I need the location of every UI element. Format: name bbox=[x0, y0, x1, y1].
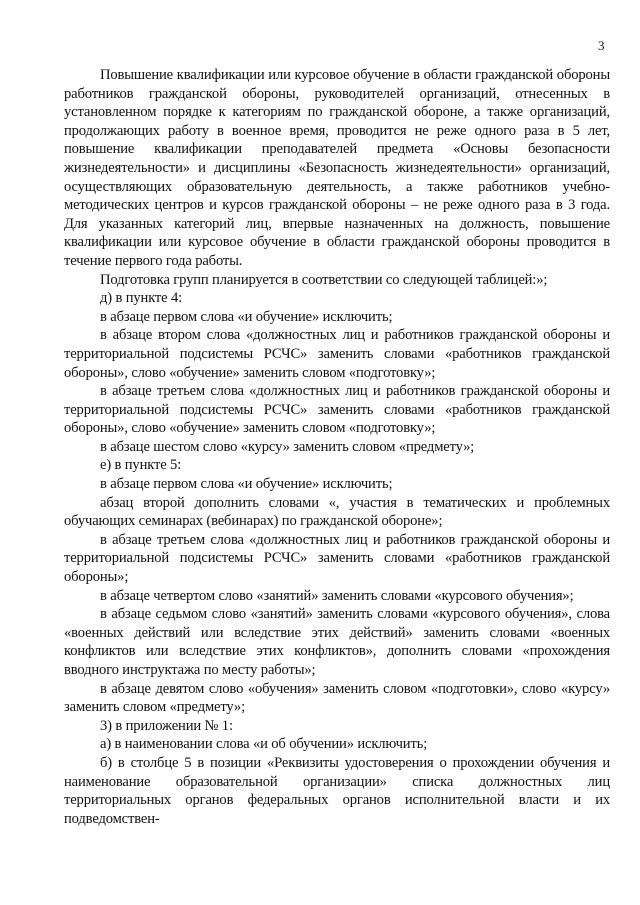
paragraph: в абзаце девятом слово «обучения» заменить словом «подготовки», слово «курсу» заменить словом «предмету»; bbox=[64, 680, 610, 716]
paragraph: в абзаце третьем слова «должностных лиц и работников гражданской обороны и территориальной подсистемы РСЧС» заменить словами «работников гражданской обороны»; bbox=[64, 531, 610, 586]
paragraph: в абзаце втором слова «должностных лиц и работников гражданской обороны и территориальной подсистемы РСЧС» заменить словами «работников гражданской обороны», слово «обучение» заменить словом «подготовку»; bbox=[64, 327, 610, 381]
paragraph: в абзаце первом слова «и обучение» исключить; bbox=[100, 476, 393, 493]
paragraph: в абзаце первом слова «и обучение» исключить; bbox=[100, 308, 393, 325]
page-number: 3 bbox=[598, 38, 605, 53]
paragraph: б) в столбце 5 в позиции «Реквизиты удостоверения о прохождении обучения и наименование образовательной организации» списка должностных лиц территориальных органов федеральных органов исполнительной власти и их подведомствен- bbox=[64, 754, 610, 827]
paragraph: д) в пункте 4: bbox=[100, 290, 183, 307]
paragraph: Повышение квалификации или курсовое обучение в области гражданской обороны работников гражданской обороны, руководителей организаций, отнесенных в установленном порядке к категориям по гражданской обороне, а также организаций, продолжающих работу в военное время, проводится не реже одного раза в 5 лет, повышение квалификации преподавателей предмета «Основы безопасности жизнедеятельности» и дисциплины «Безопасность жизнедеятельности» организаций, осуществляющих образовательную деятельность, а также работников учебно-методических центров и курсов гражданской обороны – не реже одного раза в 3 года. Для указанных категорий лиц, впервые назначенных на должность, повышение квалификации или курсовое обучение в области гражданской обороны проводится в течение первого года работы. bbox=[64, 67, 610, 269]
paragraph: в абзаце шестом слово «курсу» заменить словом «предмету»; bbox=[100, 438, 475, 455]
document-body bbox=[64, 66, 610, 828]
paragraph: а) в наименовании слова «и об обучении» исключить; bbox=[100, 736, 428, 753]
paragraph: в абзаце седьмом слово «занятий» заменить словами «курсового обучения», слова «военных действий или вследствие этих действий» заменить словами «военных конфликтов или вследствие этих конфликтов», дополнить словами «прохождения вводного инструктажа по месту работы»; bbox=[64, 606, 610, 678]
paragraph: е) в пункте 5: bbox=[100, 457, 182, 474]
paragraph: Подготовка групп планируется в соответствии со следующей таблицей:»; bbox=[100, 271, 548, 288]
paragraph: в абзаце третьем слова «должностных лиц и работников гражданской обороны и территориальной подсистемы РСЧС» заменить словами «работников гражданской обороны», слово «обучение» заменить словом «подготовку»; bbox=[64, 383, 610, 437]
paragraph: 3) в приложении № 1: bbox=[100, 717, 233, 734]
paragraph: в абзаце четвертом слово «занятий» заменить словами «курсового обучения»; bbox=[100, 587, 574, 604]
paragraph: абзац второй дополнить словами «, участия в тематических и проблемных обучающих семинарах (вебинарах) по гражданской обороне»; bbox=[64, 494, 610, 530]
